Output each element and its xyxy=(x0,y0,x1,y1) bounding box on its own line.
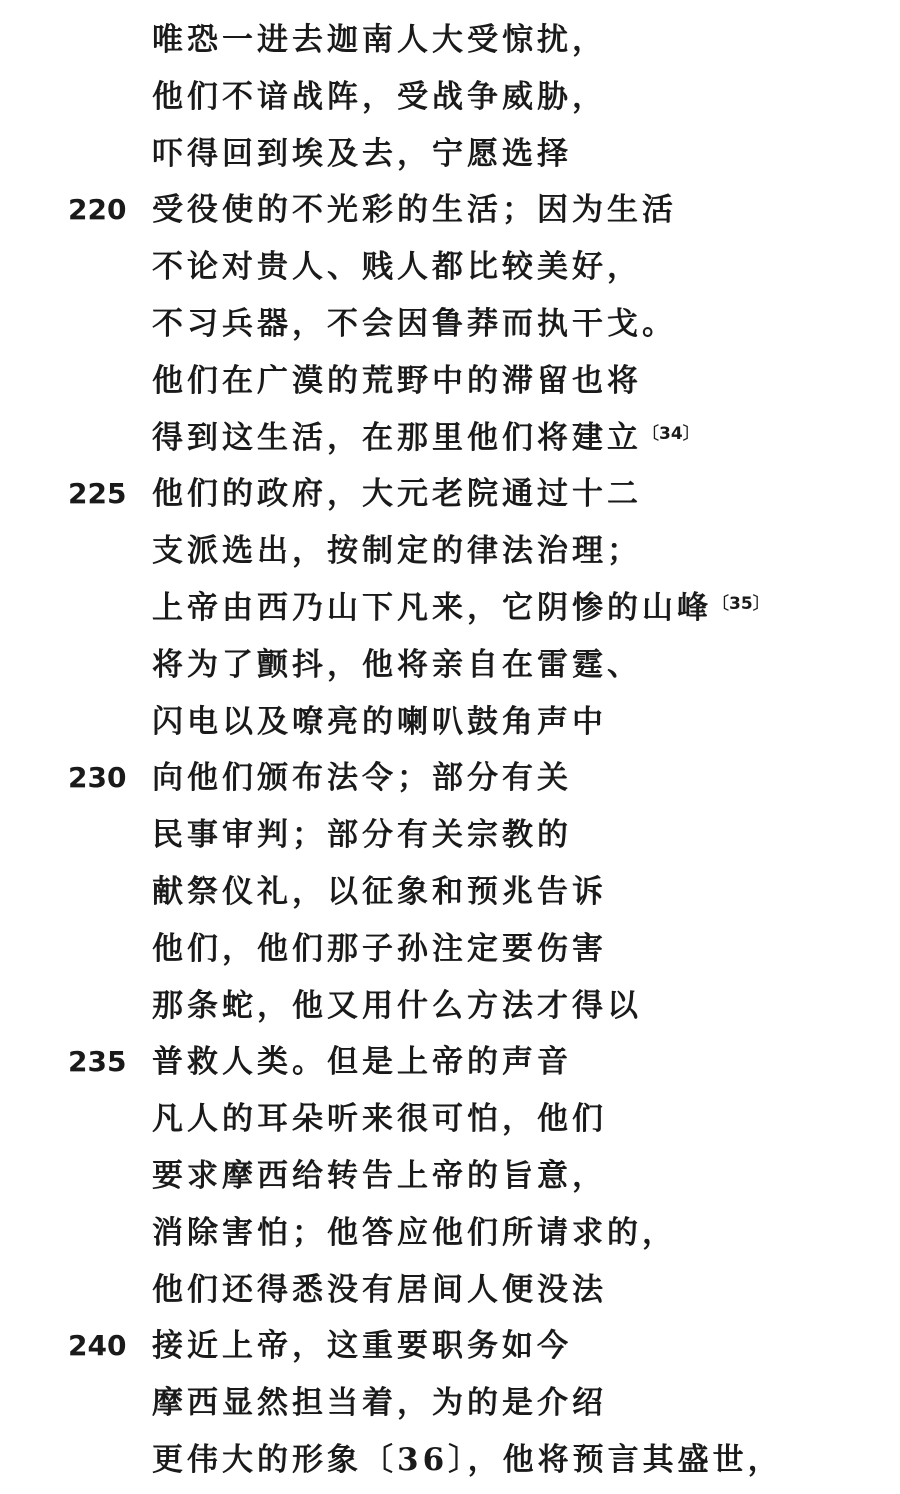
verse-line xyxy=(0,1432,900,1489)
verse-text-body: 得到这生活，在那里他们将建立 xyxy=(152,419,642,456)
verse-text xyxy=(152,466,642,528)
verse-line xyxy=(0,1262,900,1319)
verse-line xyxy=(0,410,900,467)
verse-text xyxy=(152,182,677,244)
verse-text-body: 将为了颤抖，他将亲自在雷霆、 xyxy=(152,646,642,683)
verse-text-body: 向他们颁布法令；部分有关 xyxy=(152,760,572,797)
verse-block xyxy=(0,12,900,1489)
line-number: 240 xyxy=(68,1329,127,1363)
verse-text xyxy=(152,1318,572,1380)
line-number: 235 xyxy=(68,1045,127,1079)
verse-line xyxy=(0,864,900,921)
verse-text-body: 不论对贵人、贱人都比较美好， xyxy=(152,249,642,286)
verse-text xyxy=(152,296,677,358)
verse-text-body: 消除害怕；他答应他们所请求的， xyxy=(152,1214,677,1251)
verse-line xyxy=(0,69,900,126)
verse-text-body: 支派选出，按制定的律法治理； xyxy=(152,533,642,570)
verse-line xyxy=(0,1375,900,1432)
verse-text-body: 普救人类。但是上帝的声音 xyxy=(152,1044,572,1081)
verse-text xyxy=(152,694,607,756)
verse-line xyxy=(0,296,900,353)
verse-line xyxy=(0,12,900,69)
verse-text xyxy=(152,637,642,699)
verse-text xyxy=(152,750,572,812)
verse-text-body: 他们还得悉没有居间人便没法 xyxy=(152,1271,607,1308)
verse-text xyxy=(152,1205,677,1267)
verse-text-body: 他们的政府，大元老院通过十二 xyxy=(152,476,642,513)
verse-text xyxy=(152,126,572,188)
verse-text-body: 接近上帝，这重要职务如今 xyxy=(152,1328,572,1365)
verse-text-body: 他们不谙战阵，受战争威胁， xyxy=(152,78,607,115)
verse-text-body: 摩西显然担当着，为的是介绍 xyxy=(152,1385,607,1422)
verse-line xyxy=(0,580,900,637)
verse-text xyxy=(152,807,572,869)
verse-text xyxy=(152,410,700,472)
footnote-marker: 〔35〕 xyxy=(712,593,770,614)
verse-text-body: 那条蛇，他又用什么方法才得以 xyxy=(152,987,642,1024)
verse-text-body: 他们在广漠的荒野中的滞留也将 xyxy=(152,362,642,399)
verse-line xyxy=(0,1148,900,1205)
verse-text-body: 吓得回到埃及去，宁愿选择 xyxy=(152,135,572,172)
verse-line xyxy=(0,1318,900,1375)
verse-text-body: 更伟大的形象〔36〕，他将预言其盛世， xyxy=(152,1441,783,1478)
verse-text xyxy=(152,1375,607,1437)
verse-text xyxy=(152,69,607,131)
verse-line xyxy=(0,523,900,580)
line-number: 220 xyxy=(68,193,127,227)
verse-text-body: 闪电以及嘹亮的喇叭鼓角声中 xyxy=(152,703,607,740)
verse-line xyxy=(0,182,900,239)
verse-line xyxy=(0,750,900,807)
verse-text xyxy=(152,1148,607,1210)
verse-text xyxy=(152,921,607,983)
verse-line xyxy=(0,126,900,183)
verse-text xyxy=(152,580,770,642)
verse-text xyxy=(152,1034,572,1096)
verse-text xyxy=(152,12,607,74)
verse-line xyxy=(0,807,900,864)
verse-text-body: 唯恐一进去迦南人大受惊扰， xyxy=(152,22,607,58)
verse-text xyxy=(152,353,642,415)
verse-line xyxy=(0,239,900,296)
verse-text xyxy=(152,978,642,1040)
verse-text xyxy=(152,523,642,585)
verse-text-body: 要求摩西给转告上帝的旨意， xyxy=(152,1157,607,1194)
verse-line xyxy=(0,694,900,751)
verse-line xyxy=(0,921,900,978)
verse-line xyxy=(0,1205,900,1262)
verse-text-body: 不习兵器，不会因鲁莽而执干戈。 xyxy=(152,305,677,342)
verse-text-body: 民事审判；部分有关宗教的 xyxy=(152,817,572,854)
verse-text-body: 他们，他们那子孙注定要伤害 xyxy=(152,930,607,967)
verse-line xyxy=(0,637,900,694)
verse-line xyxy=(0,353,900,410)
verse-text xyxy=(152,1262,607,1324)
verse-text xyxy=(152,239,642,301)
footnote-marker: 〔34〕 xyxy=(642,423,700,444)
verse-line xyxy=(0,1034,900,1091)
verse-line xyxy=(0,978,900,1035)
verse-line xyxy=(0,466,900,523)
verse-text-body: 受役使的不光彩的生活；因为生活 xyxy=(152,192,677,229)
verse-text-body: 凡人的耳朵听来很可怕，他们 xyxy=(152,1101,607,1138)
verse-text xyxy=(152,1432,783,1494)
verse-text xyxy=(152,1091,607,1153)
verse-line xyxy=(0,1091,900,1148)
line-number: 225 xyxy=(68,477,127,511)
verse-text-body: 献祭仪礼，以征象和预兆告诉 xyxy=(152,873,607,910)
verse-text-body: 上帝由西乃山下凡来，它阴惨的山峰 xyxy=(152,589,712,626)
line-number: 230 xyxy=(68,761,127,795)
verse-text xyxy=(152,864,607,926)
